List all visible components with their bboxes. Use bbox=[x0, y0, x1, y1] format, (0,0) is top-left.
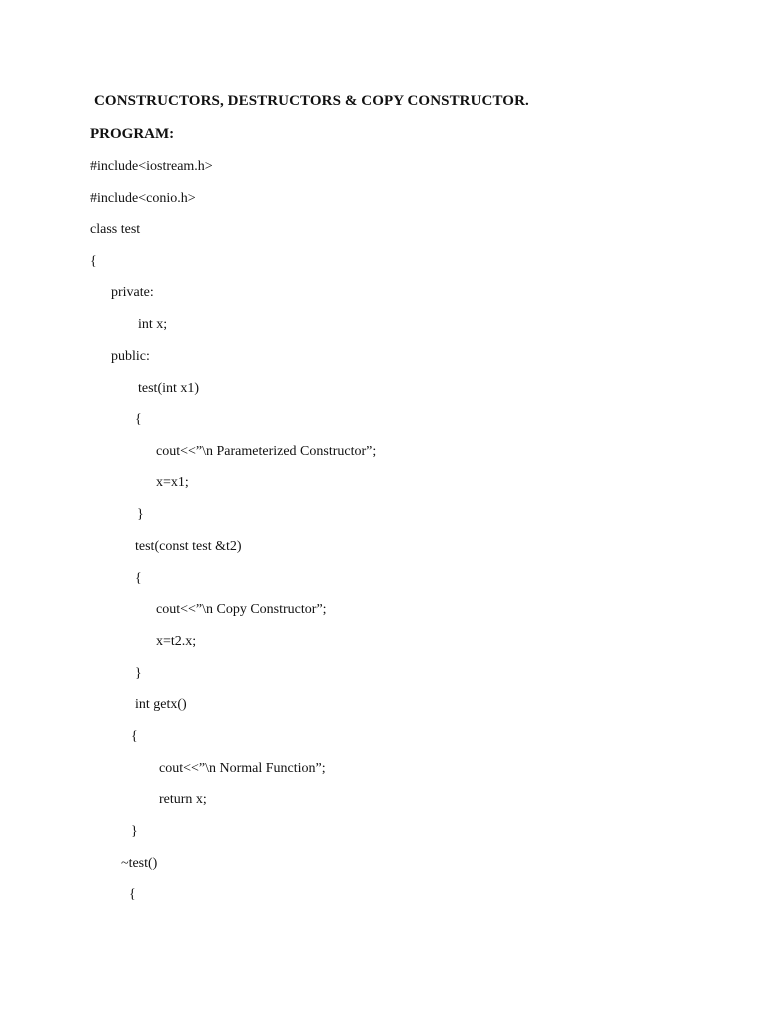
code-line: int x; bbox=[138, 317, 168, 332]
code-line: public: bbox=[111, 349, 150, 364]
code-line: test(int x1) bbox=[138, 381, 200, 396]
code-line: } bbox=[135, 666, 142, 681]
code-line: ~test() bbox=[121, 856, 158, 871]
code-line: { bbox=[131, 729, 138, 744]
code-line: cout<<”\n Parameterized Constructor”; bbox=[156, 444, 377, 459]
code-line: cout<<”\n Copy Constructor”; bbox=[156, 602, 327, 617]
code-line: { bbox=[135, 571, 142, 586]
document-title: CONSTRUCTORS, DESTRUCTORS & COPY CONSTRUCTOR. bbox=[94, 93, 529, 109]
code-line: { bbox=[129, 887, 136, 902]
code-line: test(const test &t2) bbox=[135, 539, 242, 554]
code-line: x=x1; bbox=[156, 475, 189, 490]
program-label: PROGRAM: bbox=[90, 126, 175, 142]
code-line: { bbox=[135, 412, 142, 427]
code-line: } bbox=[137, 507, 144, 522]
code-line: x=t2.x; bbox=[156, 634, 197, 649]
code-line: #include<iostream.h> bbox=[90, 159, 213, 174]
code-line: } bbox=[131, 824, 138, 839]
code-line: cout<<”\n Normal Function”; bbox=[159, 761, 326, 776]
code-line: int getx() bbox=[135, 697, 187, 712]
code-line: #include<conio.h> bbox=[90, 191, 196, 206]
code-line: { bbox=[90, 254, 97, 269]
code-line: return x; bbox=[159, 792, 207, 807]
code-line: class test bbox=[90, 222, 141, 237]
code-line: private: bbox=[111, 285, 154, 300]
